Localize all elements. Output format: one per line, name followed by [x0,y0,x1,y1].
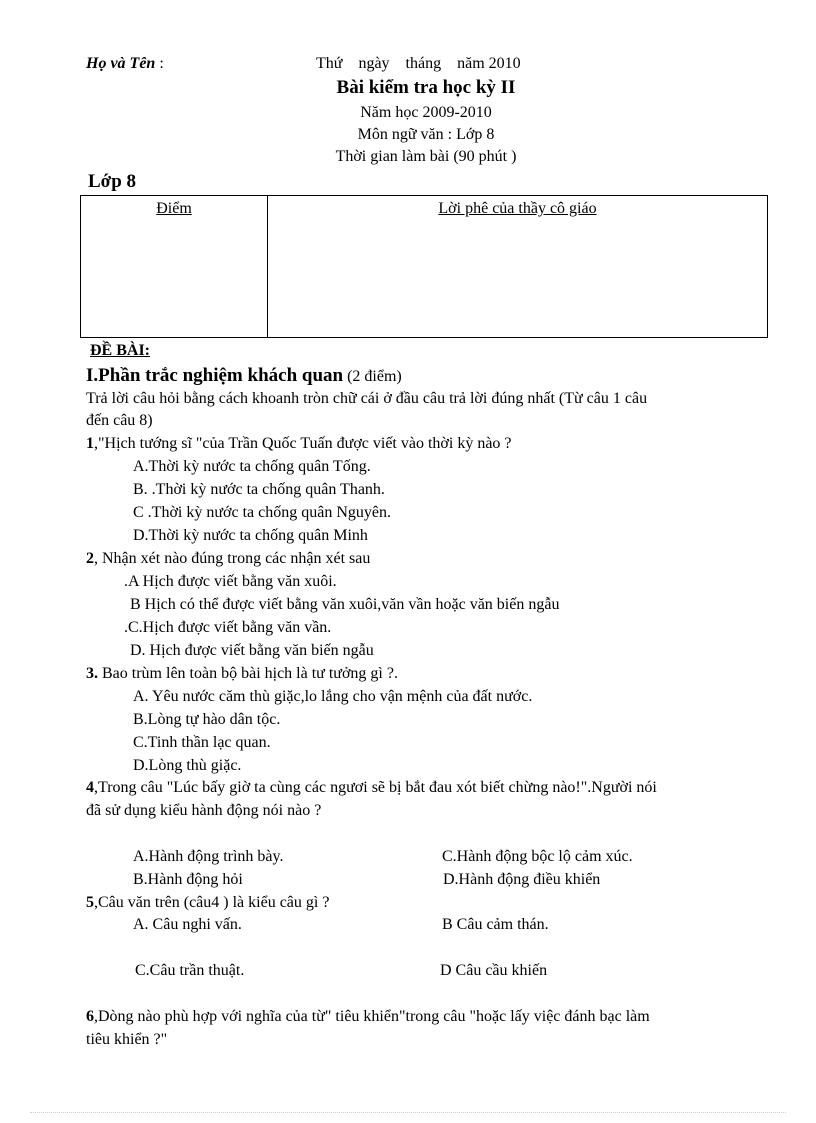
question-1 [86,435,512,453]
exam-heading: ĐỀ BÀI: [90,342,151,359]
question-number: 4 [86,779,94,796]
class-label: Lớp 8 [88,171,137,192]
q5-option-b: B Câu cảm thán. [442,916,549,933]
q2-option-b: B Hịch có thể được viết bằng văn xuôi,văn vần hoặc văn biến ngẫu [130,596,560,613]
q2-option-d: D. Hịch được viết bằng văn biến ngẫu [130,642,374,659]
score-header: Điểm [156,200,192,217]
question-4-line-2: đã sử dụng kiểu hành động nói nào ? [86,802,322,819]
part1-title: I.Phần trắc nghiệm khách quan [86,365,344,386]
question-4 [86,779,657,797]
question-number: 2 [86,550,94,567]
question-text: Bao trùm lên toàn bộ bài hịch là tư tưởng gì ?. [98,665,398,682]
question-number: 5 [86,894,94,911]
score-table [80,195,768,338]
q5-option-d: D Câu cầu khiến [440,962,548,979]
q2-option-c: .C.Hịch được viết bằng văn vần. [124,619,332,636]
name-label: Họ và Tên [86,55,156,72]
score-cell [81,196,268,338]
question-text: ,Dòng nào phù hợp với nghĩa của từ" tiêu khiển"trong câu "hoặc lấy việc đánh bạc làm [94,1008,650,1025]
question-6 [86,1008,650,1026]
q1-option-a: A.Thời kỳ nước ta chống quân Tống. [133,458,371,475]
q4-option-b: B.Hành động hỏi [133,871,243,888]
question-text: , Nhận xét nào đúng trong các nhận xét sau [94,550,371,567]
q5-option-a: A. Câu nghi vấn. [133,916,242,933]
instruction-line-2: đến câu 8) [86,412,153,429]
question-text: ,"Hịch tướng sĩ "của Trần Quốc Tuấn được viết vào thời kỳ nào ? [94,435,512,452]
q1-option-d: D.Thời kỳ nước ta chống quân Minh [133,527,368,544]
q4-option-c: C.Hành động bộc lộ cảm xúc. [442,848,633,865]
comment-header: Lời phê của thầy cô giáo [438,200,597,217]
page-bottom-divider [30,1112,786,1113]
duration-line: Thời gian làm bài (90 phút ) [335,148,517,165]
question-3 [86,665,398,683]
question-text: ,Trong câu "Lúc bấy giờ ta cùng các ngươi sẽ bị bắt đau xót biết chừng nào!".Người nói [94,779,657,796]
question-number: 3. [86,665,98,682]
question-text: ,Câu văn trên (câu4 ) là kiểu câu gì ? [94,894,330,911]
q4-option-d: D.Hành động điều khiển [443,871,601,888]
subject-line: Môn ngữ văn : Lớp 8 [357,126,495,143]
q1-option-b: B. .Thời kỳ nước ta chống quân Thanh. [133,481,385,498]
exam-title: Bài kiểm tra học kỳ II [336,77,516,98]
q3-option-d: D.Lòng thù giặc. [133,757,242,774]
q3-option-c: C.Tinh thần lạc quan. [133,734,271,751]
school-year: Năm học 2009-2010 [360,104,492,121]
q4-option-a: A.Hành động trình bày. [133,848,284,865]
q2-option-a: .A Hịch được viết bằng văn xuôi. [124,573,337,590]
q1-option-c: C .Thời kỳ nước ta chống quân Nguyên. [133,504,391,521]
part1-points: (2 điểm) [343,368,402,385]
instruction-line-1: Trả lời câu hỏi bằng cách khoanh tròn chữ cái ở đầu câu trả lời đúng nhất (Từ câu 1 câu [86,390,648,407]
date-line: Thứ ngày tháng năm 2010 [316,55,521,72]
comment-cell [268,196,768,338]
q3-option-a: A. Yêu nước căm thù giặc,lo lắng cho vận mệnh của đất nước. [133,688,533,705]
question-number: 1 [86,435,94,452]
question-6-line-2: tiêu khiển ?" [86,1031,168,1048]
question-2 [86,550,370,568]
q3-option-b: B.Lòng tự hào dân tộc. [133,711,281,728]
part1-heading [86,365,402,387]
question-number: 6 [86,1008,94,1025]
name-field-label [86,55,164,73]
question-5 [86,894,329,912]
q5-option-c: C.Câu trần thuật. [135,962,245,979]
name-colon: : [155,55,164,72]
